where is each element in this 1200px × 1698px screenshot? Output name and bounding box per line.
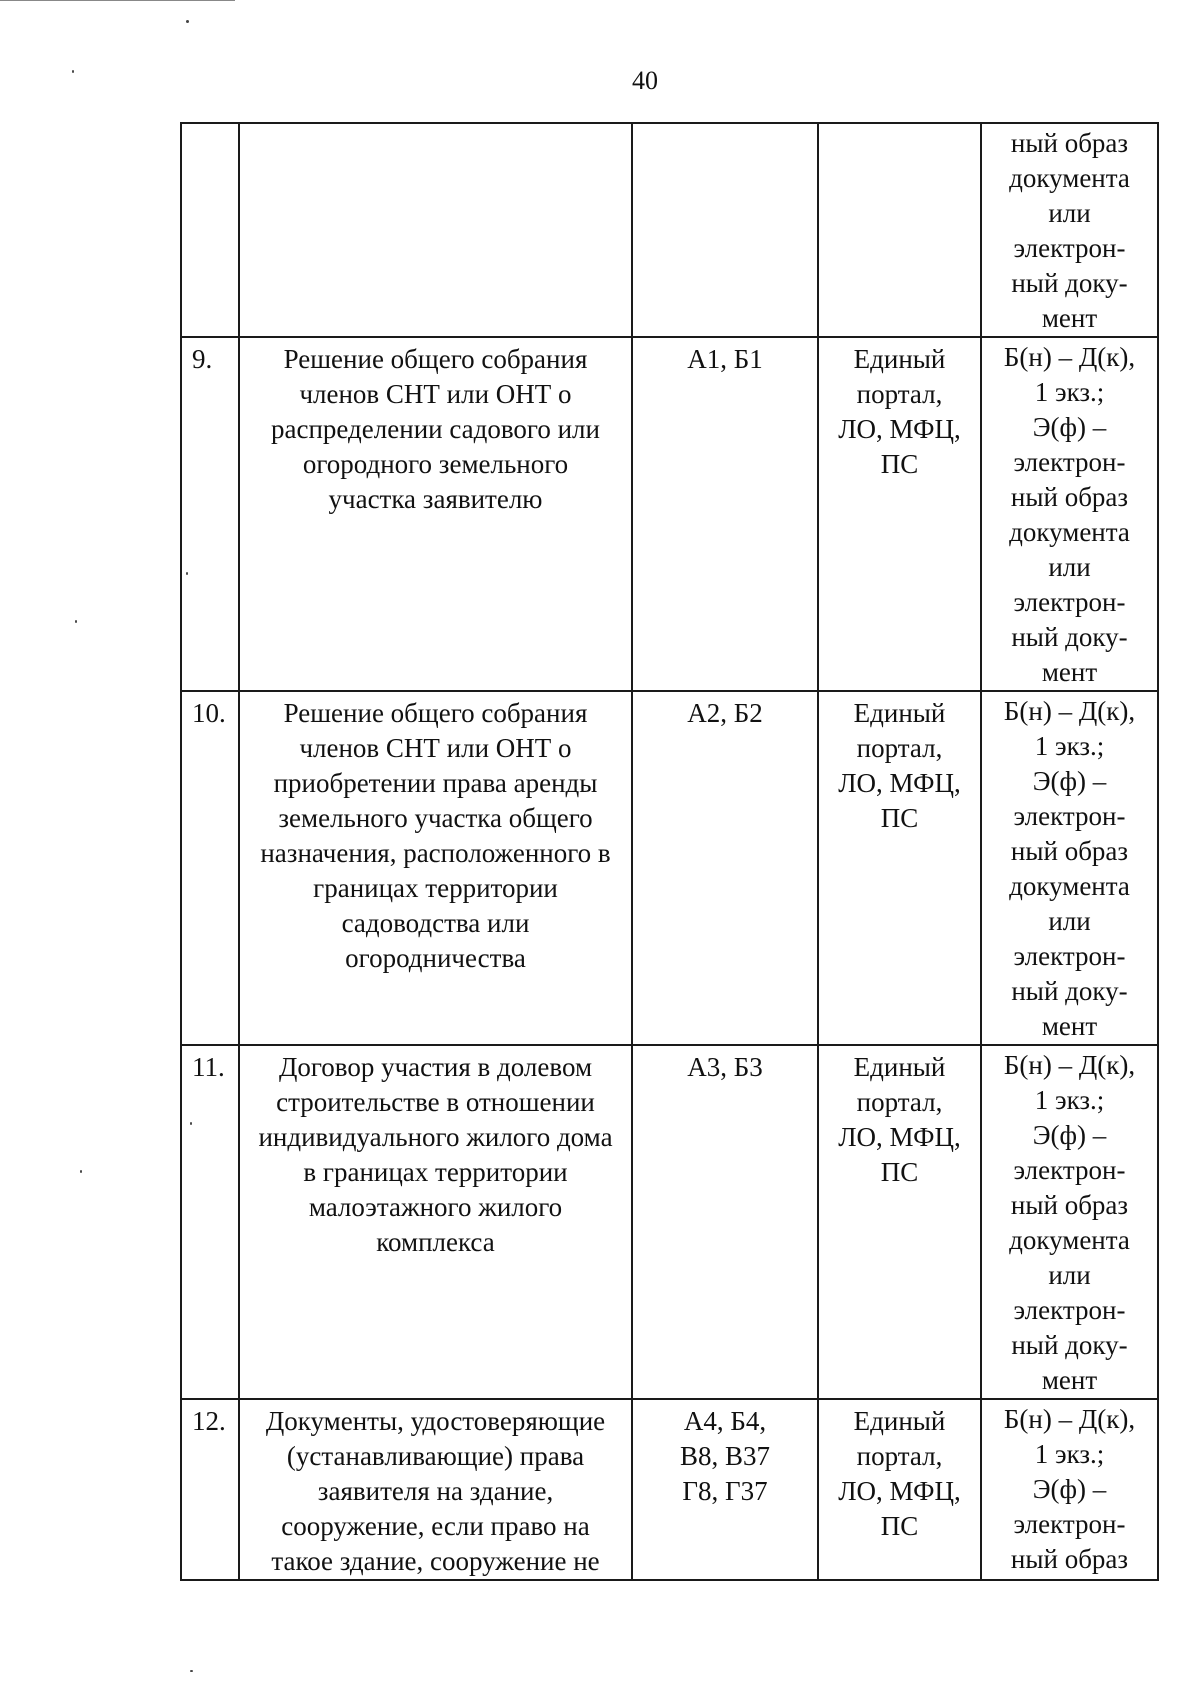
- submission-channel-cell: [818, 337, 981, 691]
- document-codes-cell: [632, 1399, 818, 1580]
- documents-table: [180, 122, 1159, 1581]
- row-number: 12.: [192, 1406, 226, 1436]
- cell-line: Единый: [853, 698, 946, 728]
- document-name-cell: [239, 691, 632, 1045]
- scan-edge-line: [0, 0, 235, 1]
- cell-line: строительстве в отношении: [276, 1087, 595, 1117]
- cell-line: такое здание, сооружение не: [271, 1546, 600, 1576]
- table-row: [181, 337, 1158, 691]
- cell-line: портал,: [856, 1087, 943, 1117]
- cell-line: ПС: [880, 1157, 919, 1187]
- cell-line: документа: [1009, 517, 1130, 547]
- cell-line: мент: [1041, 657, 1098, 687]
- cell-line: документа: [1009, 163, 1130, 193]
- cell-line: ПС: [880, 1511, 919, 1541]
- cell-line: портал,: [856, 1441, 943, 1471]
- cell-line: мент: [1041, 1365, 1098, 1395]
- row-number: 9.: [192, 344, 213, 374]
- cell-line: или: [1048, 552, 1091, 582]
- cell-line: Э(ф) –: [1032, 766, 1107, 796]
- cell-line: сооружение, если право на: [281, 1511, 590, 1541]
- cell-line: Э(ф) –: [1032, 412, 1107, 442]
- cell-line: Единый: [853, 1052, 946, 1082]
- row-number-cell: [181, 1045, 239, 1399]
- cell-line: ный образ: [1010, 128, 1129, 158]
- cell-line: ный образ: [1010, 836, 1129, 866]
- submission-channel-cell: [818, 123, 981, 337]
- cell-line: В8, В37: [679, 1441, 771, 1471]
- document-name-cell: [239, 1399, 632, 1580]
- cell-line: (устанавливающие) права: [286, 1441, 585, 1471]
- cell-line: ный образ: [1010, 1544, 1129, 1574]
- row-number-cell: [181, 337, 239, 691]
- cell-line: в границах территории: [303, 1157, 568, 1187]
- table-row: [181, 691, 1158, 1045]
- cell-line: Б(н) – Д(к),: [1003, 696, 1136, 726]
- cell-line: ный доку-: [1011, 976, 1128, 1006]
- document-name-cell: [239, 337, 632, 691]
- cell-line: Э(ф) –: [1032, 1120, 1107, 1150]
- cell-line: малоэтажного жилого: [308, 1192, 563, 1222]
- cell-line: ЛО, МФЦ,: [838, 1476, 961, 1506]
- page-number: 40: [632, 66, 658, 95]
- scan-speck: [75, 620, 77, 623]
- row-number: 11.: [192, 1052, 225, 1082]
- cell-line: ный образ: [1010, 482, 1129, 512]
- cell-line: Документы, удостоверяющие: [265, 1406, 606, 1436]
- cell-line: садоводства или: [341, 908, 530, 938]
- table-row: [181, 1045, 1158, 1399]
- cell-line: или: [1048, 906, 1091, 936]
- document-form-cell: [981, 691, 1158, 1045]
- cell-line: 1 экз.;: [1034, 1085, 1105, 1115]
- cell-line: Единый: [853, 344, 946, 374]
- cell-line: Э(ф) –: [1032, 1474, 1107, 1504]
- row-number-cell: [181, 1399, 239, 1580]
- cell-line: документа: [1009, 1225, 1130, 1255]
- cell-line: Г8, Г37: [682, 1476, 768, 1506]
- cell-line: ный образ: [1010, 1190, 1129, 1220]
- cell-line: ный доку-: [1011, 622, 1128, 652]
- cell-line: портал,: [856, 379, 943, 409]
- document-codes-cell: [632, 337, 818, 691]
- cell-line: распределении садового или: [271, 414, 600, 444]
- row-number-cell: [181, 123, 239, 337]
- cell-line: электрон-: [1013, 587, 1126, 617]
- cell-line: электрон-: [1013, 941, 1126, 971]
- cell-line: электрон-: [1013, 233, 1126, 263]
- table-row: [181, 123, 1158, 337]
- submission-channel-cell: [818, 1399, 981, 1580]
- document-codes-cell: [632, 691, 818, 1045]
- cell-line: электрон-: [1013, 1509, 1126, 1539]
- submission-channel-cell: [818, 1045, 981, 1399]
- scan-speck: [190, 1670, 193, 1672]
- cell-line: мент: [1041, 303, 1098, 333]
- document-form-cell: [981, 1399, 1158, 1580]
- cell-line: приобретении права аренды: [273, 768, 598, 798]
- cell-line: ный доку-: [1011, 1330, 1128, 1360]
- document-form-cell: [981, 123, 1158, 337]
- cell-line: 1 экз.;: [1034, 731, 1105, 761]
- cell-line: ПС: [880, 803, 919, 833]
- cell-line: заявителя на здание,: [317, 1476, 554, 1506]
- submission-channel-cell: [818, 691, 981, 1045]
- cell-line: электрон-: [1013, 447, 1126, 477]
- cell-line: ПС: [880, 449, 919, 479]
- table-row: [181, 1399, 1158, 1580]
- cell-line: ЛО, МФЦ,: [838, 768, 961, 798]
- cell-line: А3, Б3: [687, 1052, 763, 1082]
- cell-line: участка заявителю: [328, 484, 543, 514]
- document-form-cell: [981, 337, 1158, 691]
- cell-line: электрон-: [1013, 1155, 1126, 1185]
- cell-line: огородничества: [345, 943, 526, 973]
- scan-speck: [186, 20, 189, 23]
- cell-line: документа: [1009, 871, 1130, 901]
- cell-line: Решение общего собрания: [283, 698, 588, 728]
- cell-line: Договор участия в долевом: [278, 1052, 593, 1082]
- cell-line: земельного участка общего: [278, 803, 593, 833]
- document-name-cell: [239, 1045, 632, 1399]
- cell-line: Единый: [853, 1406, 946, 1436]
- row-number: 10.: [192, 698, 226, 728]
- cell-line: Б(н) – Д(к),: [1003, 1404, 1136, 1434]
- cell-line: индивидуального жилого дома: [258, 1122, 613, 1152]
- cell-line: ный доку-: [1011, 268, 1128, 298]
- cell-line: А2, Б2: [687, 698, 763, 728]
- cell-line: или: [1048, 198, 1091, 228]
- cell-line: комплекса: [376, 1227, 495, 1257]
- cell-line: ЛО, МФЦ,: [838, 414, 961, 444]
- cell-line: портал,: [856, 733, 943, 763]
- document-form-cell: [981, 1045, 1158, 1399]
- cell-line: А1, Б1: [687, 344, 763, 374]
- document-codes-cell: [632, 123, 818, 337]
- cell-line: назначения, расположенного в: [260, 838, 611, 868]
- document-codes-cell: [632, 1045, 818, 1399]
- cell-line: электрон-: [1013, 801, 1126, 831]
- cell-line: членов СНТ или ОНТ о: [299, 733, 572, 763]
- cell-line: или: [1048, 1260, 1091, 1290]
- cell-line: 1 экз.;: [1034, 1439, 1105, 1469]
- cell-line: Решение общего собрания: [283, 344, 588, 374]
- row-number-cell: [181, 691, 239, 1045]
- cell-line: Б(н) – Д(к),: [1003, 1050, 1136, 1080]
- cell-line: Б(н) – Д(к),: [1003, 342, 1136, 372]
- cell-line: ЛО, МФЦ,: [838, 1122, 961, 1152]
- scan-speck: [80, 1170, 82, 1173]
- cell-line: огородного земельного: [302, 449, 569, 479]
- cell-line: членов СНТ или ОНТ о: [299, 379, 572, 409]
- cell-line: 1 экз.;: [1034, 377, 1105, 407]
- cell-line: границах территории: [313, 873, 558, 903]
- document-name-cell: [239, 123, 632, 337]
- cell-line: А4, Б4,: [683, 1406, 767, 1436]
- cell-line: электрон-: [1013, 1295, 1126, 1325]
- cell-line: мент: [1041, 1011, 1098, 1041]
